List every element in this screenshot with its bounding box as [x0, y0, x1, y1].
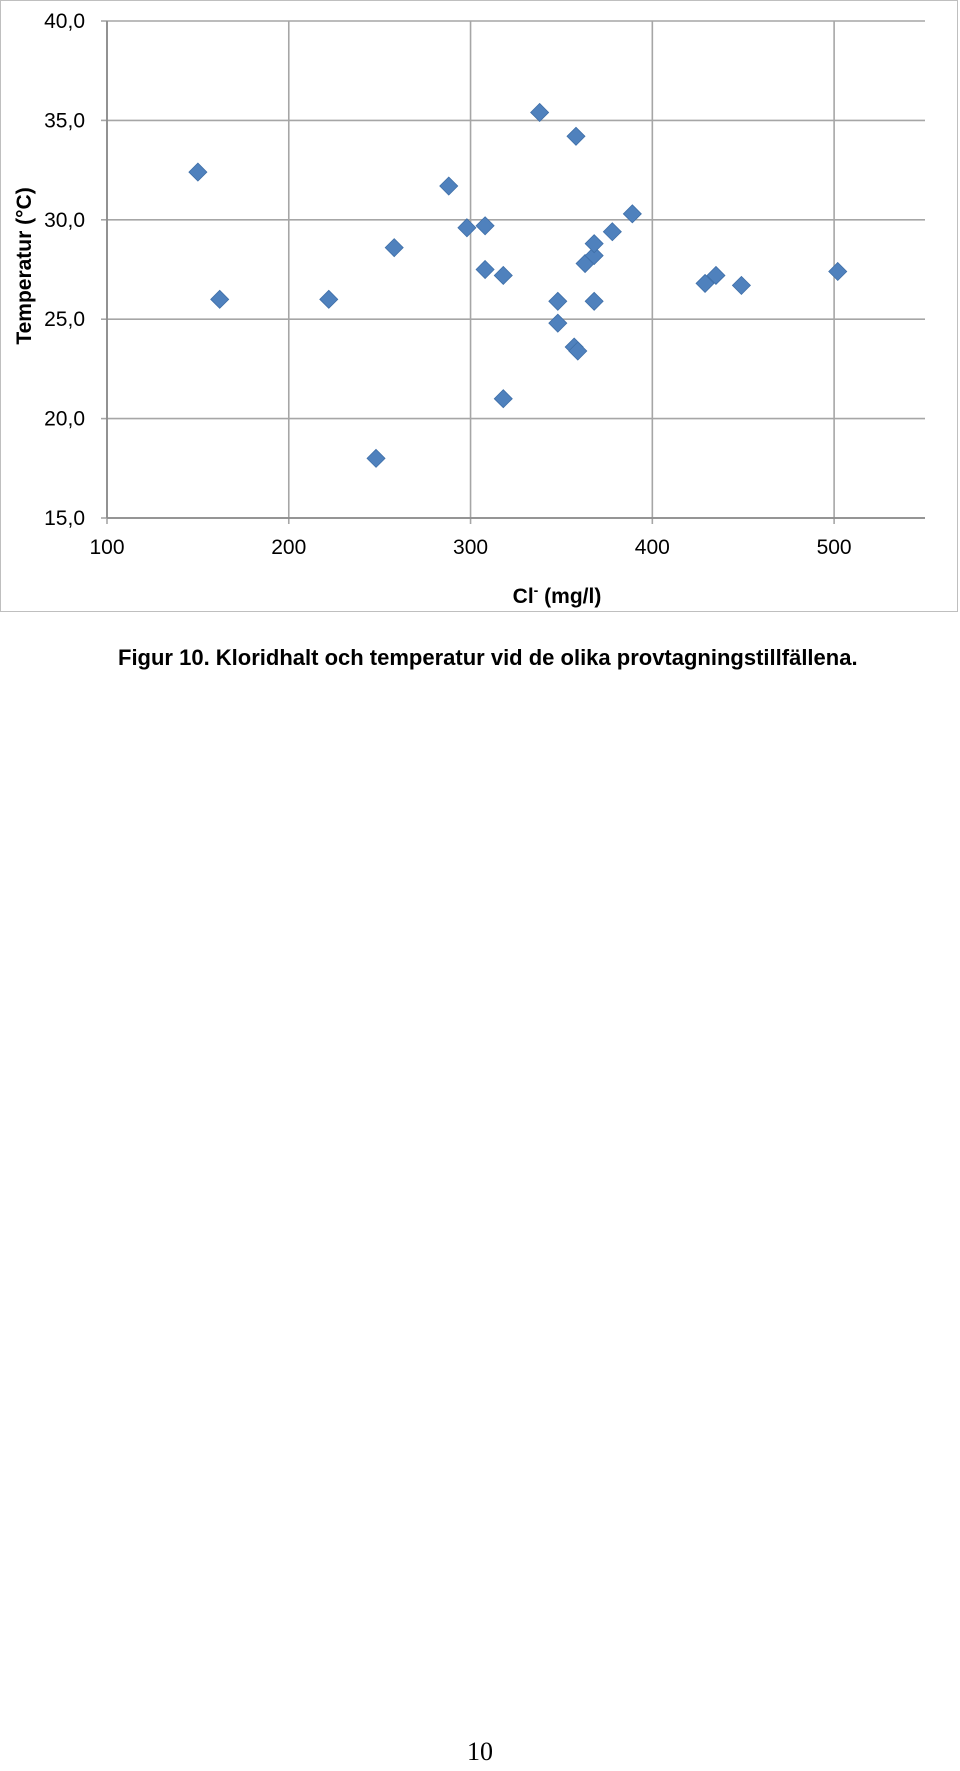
x-axis-title-superscript: - — [533, 582, 539, 598]
data-point — [458, 219, 476, 237]
chart-frame — [0, 0, 958, 612]
x-axis-title-main: Cl — [512, 585, 534, 608]
data-point — [385, 239, 403, 257]
data-point — [549, 314, 567, 332]
figure-caption: Figur 10. Kloridhalt och temperatur vid de olika provtagningstillfällena. — [118, 645, 858, 670]
x-tick-label: 200 — [271, 536, 307, 559]
y-tick-label: 35,0 — [44, 109, 85, 133]
x-tick-label: 500 — [816, 536, 852, 559]
x-tick-labels — [89, 536, 851, 559]
data-point — [494, 266, 512, 284]
data-point — [585, 292, 603, 310]
y-tick-label: 40,0 — [44, 10, 85, 33]
scatter-chart — [1, 1, 959, 613]
x-axis-title — [513, 582, 602, 608]
y-axis-title: Temperatur (°C) — [13, 187, 36, 345]
x-tick-label: 400 — [634, 536, 670, 559]
data-point — [494, 390, 512, 408]
data-point — [320, 290, 338, 308]
grid-lines — [107, 21, 925, 518]
data-point — [440, 177, 458, 195]
axes — [101, 21, 925, 524]
y-tick-label: 30,0 — [44, 208, 85, 232]
x-tick-label: 100 — [89, 536, 125, 559]
data-point — [603, 223, 621, 241]
y-tick-label: 20,0 — [44, 407, 85, 431]
x-tick-label: 300 — [453, 536, 489, 559]
data-point — [567, 127, 585, 145]
data-point — [549, 292, 567, 310]
y-tick-label: 15,0 — [44, 507, 85, 530]
page-number: 10 — [467, 1737, 493, 1766]
data-point — [189, 163, 207, 181]
x-axis-title-unit: (mg/l) — [538, 585, 602, 608]
data-points — [189, 103, 847, 467]
y-tick-labels — [44, 10, 85, 530]
data-point — [476, 261, 494, 279]
data-point — [732, 276, 750, 294]
data-point — [531, 103, 549, 121]
data-point — [829, 262, 847, 280]
data-point — [585, 235, 603, 253]
data-point — [211, 290, 229, 308]
y-tick-label: 25,0 — [44, 308, 85, 332]
data-point — [367, 449, 385, 467]
